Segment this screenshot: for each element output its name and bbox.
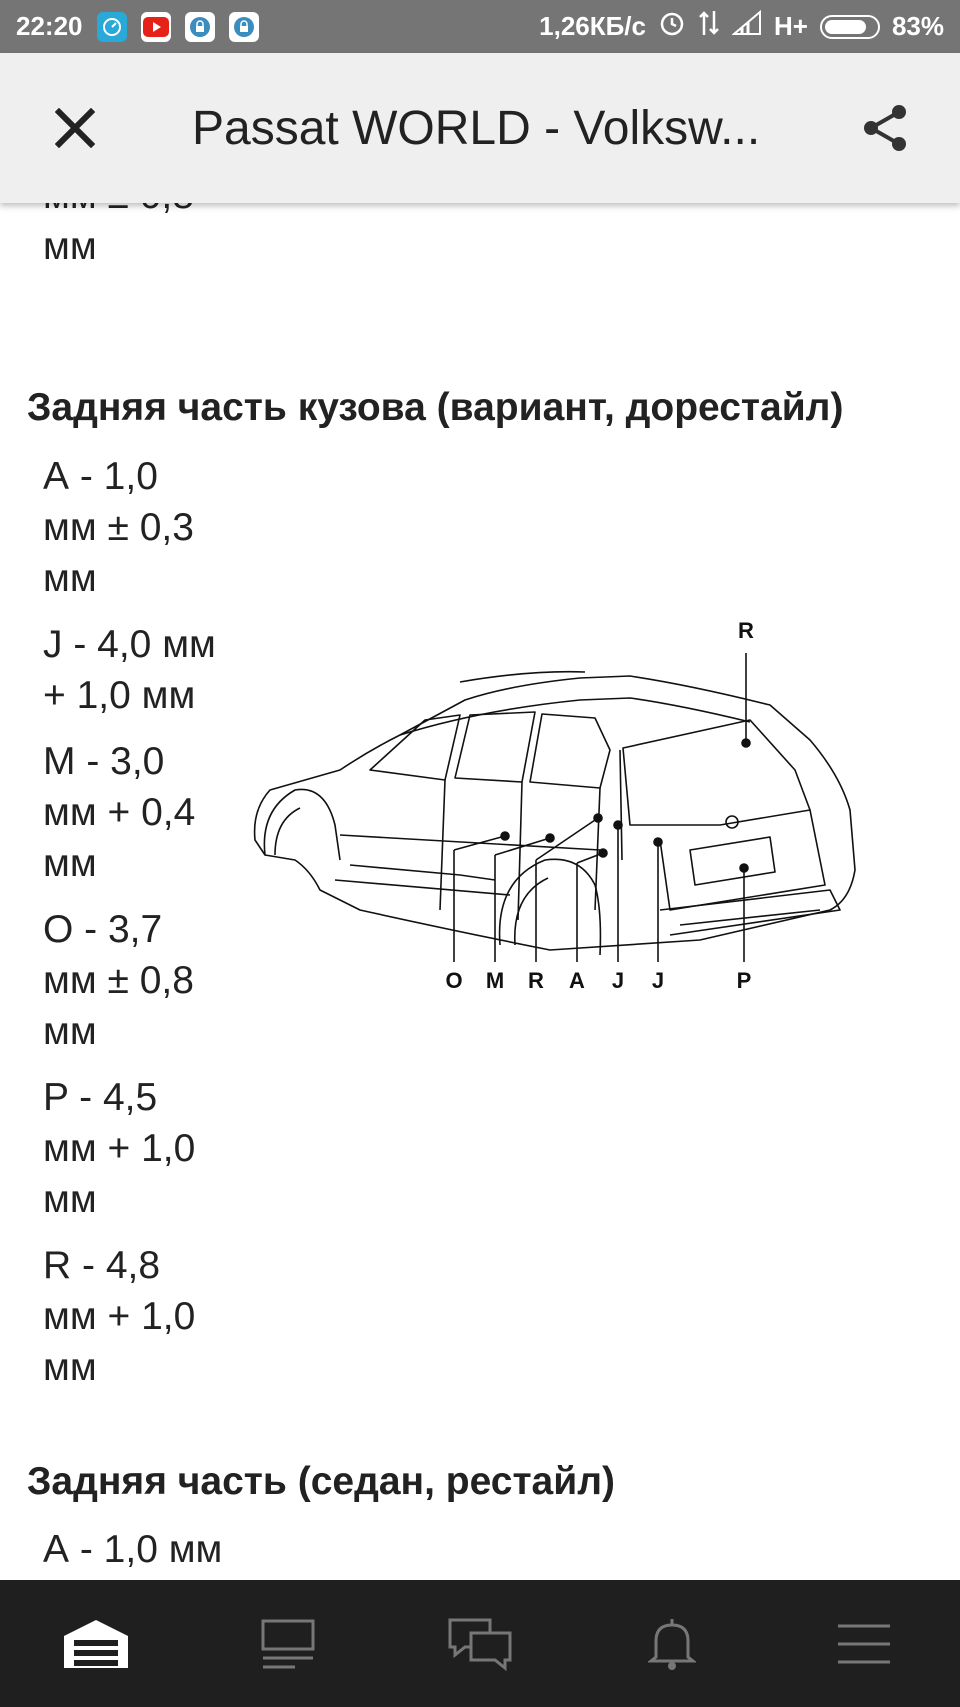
diagram-label-a: A <box>569 968 585 993</box>
page-title: Passat WORLD - Volksw... <box>192 101 761 155</box>
nav-feed[interactable] <box>228 1594 348 1694</box>
diagram-label-r-top: R <box>738 618 754 643</box>
text-line: мм + 1,0 <box>43 1127 196 1170</box>
status-indicators <box>539 9 944 44</box>
alarm-icon <box>658 9 686 44</box>
diagram-label-m: M <box>485 968 505 993</box>
diagram-label-r: R <box>528 968 544 993</box>
text-line: R - 4,8 <box>43 1244 161 1287</box>
feed-icon <box>260 1618 316 1670</box>
section-heading: Задняя часть (седан, рестайл) <box>27 1460 615 1503</box>
speedometer-app-icon <box>97 12 127 42</box>
network-speed: 1,26КБ/с <box>539 11 646 41</box>
text-line: мм <box>43 1178 97 1221</box>
diagram-label-j2: J <box>651 968 665 993</box>
data-transfer-icon <box>698 9 720 44</box>
text-line: мм <box>43 1010 97 1053</box>
close-button[interactable] <box>0 53 150 203</box>
text-line: O - 3,7 <box>43 908 163 951</box>
text-line: мм + 0,4 <box>43 791 196 834</box>
text-line: M - 3,0 <box>43 740 165 783</box>
text-line: мм <box>43 842 97 885</box>
status-bar <box>0 0 960 53</box>
nav-menu[interactable] <box>804 1594 924 1694</box>
signal-icon <box>732 10 762 43</box>
text-line: А - 1,0 мм <box>43 1528 223 1571</box>
chat-icon <box>447 1617 513 1671</box>
text-line: мм <box>43 1346 97 1389</box>
bottom-navigation <box>0 1580 960 1707</box>
vpn-lock-app-icon <box>185 12 215 42</box>
youtube-app-icon <box>141 12 171 42</box>
text-line: J - 4,0 мм <box>43 623 216 666</box>
status-time: 22:20 <box>16 11 83 41</box>
nav-notifications[interactable] <box>612 1594 732 1694</box>
app-toolbar <box>0 53 960 203</box>
text-line: + 1,0 мм <box>43 674 196 717</box>
nav-garage[interactable] <box>36 1594 156 1694</box>
close-icon <box>55 108 95 148</box>
text-line: мм ± 0,8 <box>43 959 194 1002</box>
car-body-gap-diagram <box>250 610 930 1050</box>
garage-icon <box>60 1616 132 1672</box>
share-button[interactable] <box>830 53 940 203</box>
text-line: мм + 1,0 <box>43 1295 196 1338</box>
diagram-label-o: O <box>445 968 463 993</box>
network-type: H+ <box>773 11 808 41</box>
text-line: P - 4,5 <box>43 1076 158 1119</box>
battery-percent: 83% <box>891 11 944 41</box>
article-content <box>0 150 960 1580</box>
text-line: А - 1,0 <box>43 455 158 498</box>
menu-icon <box>836 1622 892 1666</box>
diagram-label-p: P <box>736 968 752 993</box>
vpn-lock-app-icon <box>229 12 259 42</box>
nav-chat[interactable] <box>420 1594 540 1694</box>
bell-icon <box>648 1617 696 1671</box>
text-line: мм <box>43 557 97 600</box>
share-icon <box>862 103 908 153</box>
battery-icon <box>820 15 880 39</box>
section-heading: Задняя часть кузова (вариант, дорестайл) <box>27 386 844 429</box>
diagram-label-j1: J <box>611 968 625 993</box>
text-line: мм <box>43 225 97 268</box>
text-line: мм ± 0,3 <box>43 506 194 549</box>
